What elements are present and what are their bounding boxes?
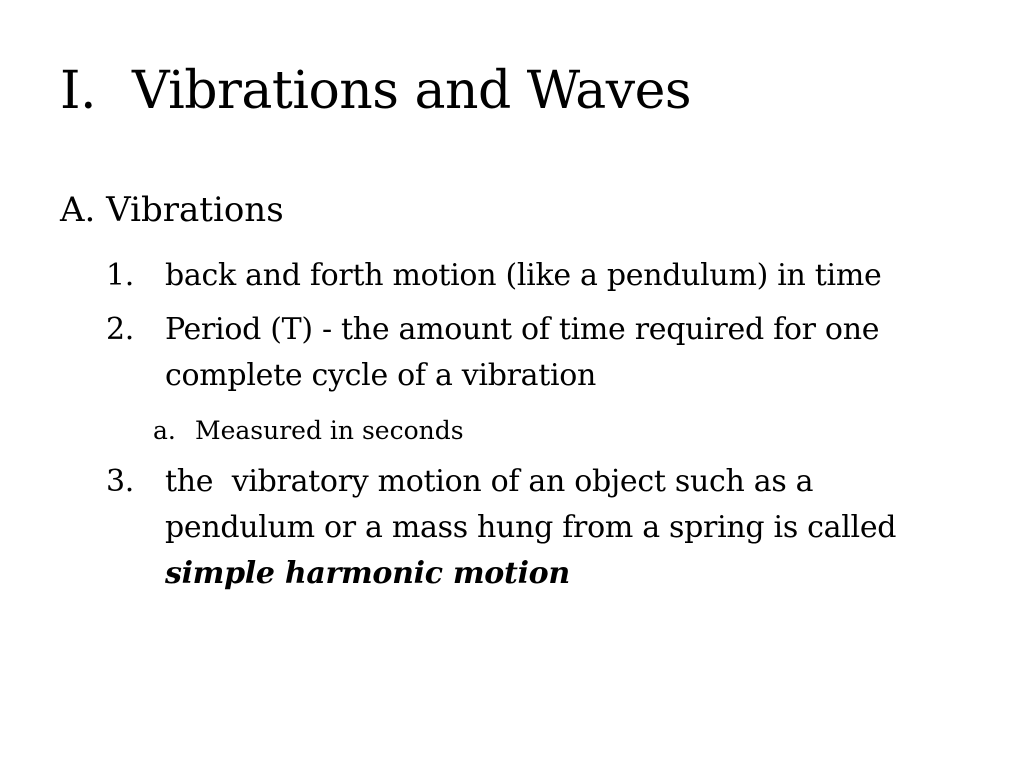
- list-item-2: [0, 307, 965, 399]
- list-item-text: Period (T) - the amount of time required for one complete cycle of a vibration: [165, 312, 880, 393]
- list-item-1: [0, 253, 965, 299]
- title-number: I.: [60, 61, 97, 121]
- slide-title: [60, 62, 691, 122]
- list-marker: 2.: [106, 312, 135, 347]
- sub-list-marker: a.: [153, 416, 176, 445]
- sub-list-item-a: [0, 411, 975, 451]
- list-marker: 3.: [106, 464, 135, 499]
- emphasized-term: simple harmonic motion: [165, 556, 570, 591]
- title-text: Vibrations and Waves: [132, 61, 692, 121]
- list-marker: 1.: [106, 258, 135, 293]
- bullet-list: [0, 253, 1024, 597]
- list-item-text: back and forth motion (like a pendulum) in time: [165, 258, 882, 293]
- list-item-3: [0, 459, 965, 597]
- sub-list-item-text: Measured in seconds: [195, 416, 464, 445]
- section-heading: A. Vibrations: [60, 190, 284, 230]
- list-item-text: the vibratory motion of an object such as a pendulum or a mass hung from a spring is called: [165, 464, 906, 545]
